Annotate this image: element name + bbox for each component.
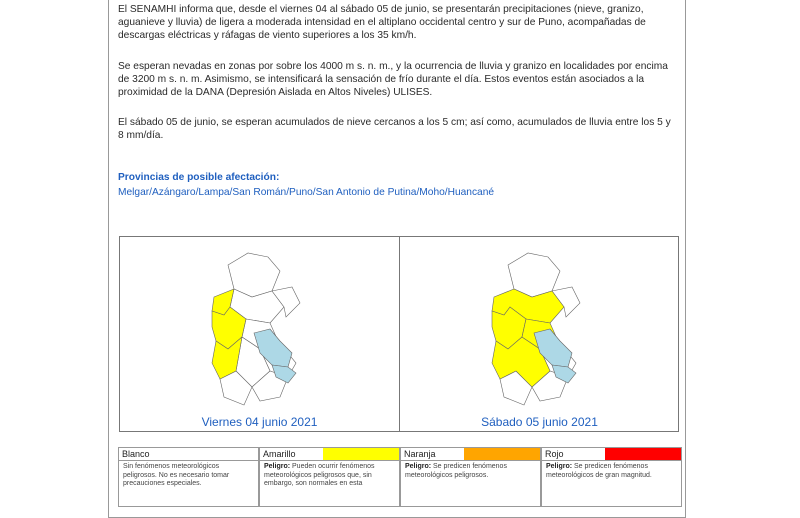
provinces-title: Provincias de posible afectación: — [118, 172, 280, 183]
legend-amarillo-name: Amarillo — [263, 449, 296, 459]
provinces-list: Melgar/Azángaro/Lampa/San Román/Puno/San Antonio de Putina/Moho/Huancané — [118, 187, 495, 198]
legend-amarillo-text: Peligro: Pueden ocurrir fenómenos meteorológicos peligrosos que, sin embargo, son normales en esta — [264, 463, 375, 487]
legend-rojo-swatch — [605, 448, 681, 460]
puno-map-saturday — [400, 237, 679, 415]
legend-amarillo-swatch — [323, 448, 399, 460]
legend-blanco-text: Sin fenómenos meteorológicos peligrosos. No es necesario tomar precauciones especiales. — [123, 463, 230, 487]
legend-naranja-swatch — [464, 448, 540, 460]
legend-naranja-text: Peligro: Se predicen fenómenos meteorológicos peligrosos. — [405, 463, 507, 479]
map-caption-saturday: Sábado 05 junio 2021 — [481, 415, 598, 429]
legend-rojo-text: Peligro: Se predicen fenómenos meteorológicos de gran magnitud. — [546, 463, 652, 479]
puno-map-friday — [120, 237, 399, 415]
alert-legend — [118, 447, 684, 507]
paragraph-accumulation: El sábado 05 de junio, se esperan acumulados de nieve cercanos a los 5 cm; así como, acumulados de lluvia entre los 5 y 8 mm/día. — [118, 117, 671, 141]
legend-blanco-name: Blanco — [122, 449, 150, 459]
map-friday — [120, 237, 400, 431]
map-caption-friday: Viernes 04 junio 2021 — [201, 415, 318, 429]
map-saturday — [400, 237, 679, 431]
legend-rojo-name: Rojo — [545, 449, 564, 459]
maps-panel — [119, 236, 679, 432]
legend-blanco-swatch — [182, 448, 258, 460]
legend-naranja — [400, 447, 541, 507]
paragraph-snowfall: Se esperan nevadas en zonas por sobre los 4000 m s. n. m., y la ocurrencia de lluvia y granizo en localidades por encima de 3200 m s. n. m. Asimismo, se intensificará la sensación de frío durante el día. Estos eventos están asociados a la proximidad de la DANA (Depresión Aislada en Altos Niveles) ULISES. — [118, 61, 668, 98]
legend-blanco — [118, 447, 259, 507]
legend-rojo — [541, 447, 682, 507]
legend-naranja-name: Naranja — [404, 449, 436, 459]
legend-amarillo — [259, 447, 400, 507]
paragraph-intro: El SENAMHI informa que, desde el viernes 04 al sábado 05 de junio, se presentarán precipitaciones (nieve, granizo, aguanieve y lluvia) de ligera a moderada intensidad en el altiplano occidental centro y sur de Puno, acompañadas de descargas eléctricas y ráfagas de viento superiores a los 35 km/h. — [118, 4, 646, 41]
